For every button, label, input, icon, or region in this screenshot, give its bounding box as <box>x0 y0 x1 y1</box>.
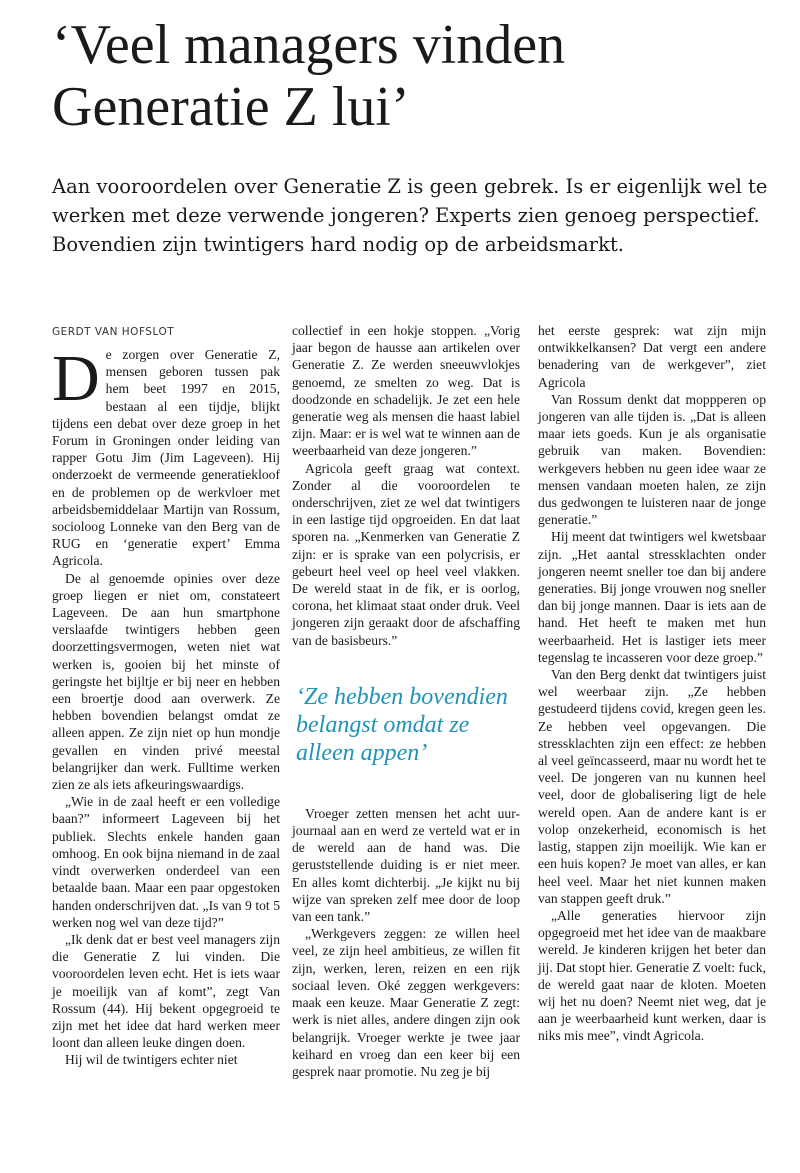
paragraph: Hij meent dat twintigers wel kwetsbaar zijn. „Het aantal stressklachten onder jongeren neemt sneller toe dan bij andere generaties. Bij jonge vrouwen nog sneller dan bij jonge mannen. Daar is iets aan de hand. Het heeft te maken met hun weerbaarheid. Het is lastiger iets meer tegenslag te incasseren voor deze groep.” <box>538 529 766 665</box>
paragraph: Van Rossum denkt dat moppperen op jongeren van alle tijden is. „Dat is alleen maar iets goeds. Kun je als organisatie gebruik van maken. Bovendien: werkgevers hebben nu geen idee waar ze mensen vandaan moeten halen, ze zijn dus gedwongen te luisteren naar de jonge generatie.” <box>538 391 766 528</box>
paragraph: het eerste gesprek: wat zijn mijn ontwikkelkansen? Dat vergt een andere benadering van de werkgever”, ziet Agricola <box>538 323 766 390</box>
paragraph: collectief in een hokje stoppen. „Vorig jaar begon de hausse aan artikelen over Generatie Z. Ze werden sneeuwvlokjes genoemd, ze smelten zo weg. Dat is doodzonde en schadelijk. Je zet een hele generatie weg als mensen die haast labiel zijn. Maar: er is wel wat te winnen aan de weerbaarheid van deze jongeren.” <box>292 323 520 459</box>
paragraph: Van den Berg denkt dat twintigers juist wel weerbaar zijn. „Ze hebben gestudeerd tijdens covid, kregen geen les. Ze hebben veel opgevangen. Die stressklachten zijn een effect: ze hebben al veel geïncasseerd, maar nu wordt het te veel. De jongeren van nu kunnen heel veel, door de globalisering ligt de hele wereld open. Aan de andere kant is er volop onzekerheid, economisch is het lastig, stappen zijn moeilijk. Wie kan er een huis kopen? Je moet van alles, er kan heel veel. Maar het niet kunnen maken van stappen geeft druk.” <box>538 667 766 906</box>
drop-cap: D <box>52 342 100 415</box>
column-3 <box>538 322 766 1045</box>
column-2 <box>292 322 520 1080</box>
headline: ‘Veel managers vinden Generatie Z lui’ <box>52 14 566 138</box>
paragraph: De al genoemde opinies over deze groep liegen er niet om, constateert Lageveen. De aan hun smartphone verslaafde twintigers hebben geen doorzettingsvermogen, weten niet wat werken is, gooien bij het minste of geringste het bijltje er bij neer en hebben een broertje dood aan overwerk. Ze hebben bovendien belangst omdat ze alleen appen. Ze zijn niet op hun mondje gevallen en vinden privé meestal belangrijker dan werk. Fulltime werken zien ze als iets afkeuringswaardigs. <box>52 570 280 793</box>
paragraph: „Alle generaties hiervoor zijn opgegroeid met het idee van de maakbare wereld. Je kinderen krijgen het beter dan jij. Dat stopt hier. Generatie Z voelt: fuck, de wereld gaat naar de kloten. Moeten wij het nu doen? Neemt niet weg, dat je aan je weerbaarheid kunt werken, daar is niks mis mee”, vindt Agricola. <box>538 907 767 1044</box>
paragraph: „Werkgevers zeggen: ze willen heel veel, ze zijn heel ambitieus, ze willen fit zijn, werken, leren, reizen en een rijk sociaal leven. Oké zeggen werkgevers: maak een keuze. Maar Generatie Z zegt: werk is niet alles, andere dingen zijn ook belangrijk. Vroeger werkte je twee jaar keihard en vroeg dan een keer bij een gesprek naar promotie. Nu zeg je bij <box>292 926 520 1079</box>
paragraph: „Ik denk dat er best veel managers zijn die Generatie Z lui vinden. Die vooroordelen leven echt. Het is iets waar je moeilijk van af komt”, zegt Van Rossum (44). Hij bekent opgegroeid te zijn met het idee dat hard werken meer loont dan alleen leuke dingen doen. <box>52 931 280 1051</box>
paragraph: Hij wil de twintigers echter niet <box>65 1052 238 1068</box>
paragraph: De zorgen over Generatie Z, mensen geboren tussen pak hem beet 1997 en 2015, bestaan al een tijdje, blijkt tijdens een debat over deze groep in het Forum in Groningen onder leiding van rapper Gotu Jim (Jim Lageveen). Hij onderzoekt de vermeende generatiekloof en de problemen op de werkvloer met arbeidsbemiddelaar Martijn van Rossum, socioloog Lonneke van den Berg van de RUG en ‘generatie expert’ Emma Agricola. <box>52 342 280 569</box>
paragraph: „Wie in de zaal heeft er een volledige baan?” informeert Lageveen bij het publiek. Slechts enkele handen gaan omhoog. En ook bijna niemand in de zaal vindt overwerken onderdeel van een betaalde baan. Maar een paar opgestoken handen onderschrijven dat. „Is van 9 tot 5 werken nog wel van deze tijd?” <box>52 794 280 930</box>
paragraph: Agricola geeft graag wat context. Zonder al die vooroordelen te onderschrijven, ziet ze wel dat twintigers in een lastige tijd opgroeiden. En dat laat sporen na. „Kenmerken van Generatie Z zijn: er is sprake van een polycrisis, er gebeurt heel veel op heel veel vlakken. De wereld staat in de fik, er is oorlog, corona, het klimaat staat onder druk. Veel jongeren zijn geraakt door de afschaffing van de basisbeurs.” <box>292 460 520 648</box>
byline: GERDT VAN HOFSLOT <box>52 326 175 338</box>
paragraph: Vroeger zetten mensen het acht uur-journaal aan en werd ze verteld wat er in de wereld aan de hand was. Die geruststellende duiding is er niet meer. En alles komt dichterbij. „Je kijkt nu bij wijze van spreken zelf mee door de loop van een tank.” <box>292 805 520 925</box>
column-1 <box>52 342 280 1069</box>
lead-paragraph: Aan vooroordelen over Generatie Z is geen gebrek. Is er eigenlijk wel te werken met deze verwende jongeren? Experts zien genoeg perspectief. Bovendien zijn twintigers hard nodig op de arbeidsmarkt. <box>52 175 768 256</box>
pull-quote: ‘Ze hebben bovendien belangst omdat ze alleen appen’ <box>296 683 508 766</box>
